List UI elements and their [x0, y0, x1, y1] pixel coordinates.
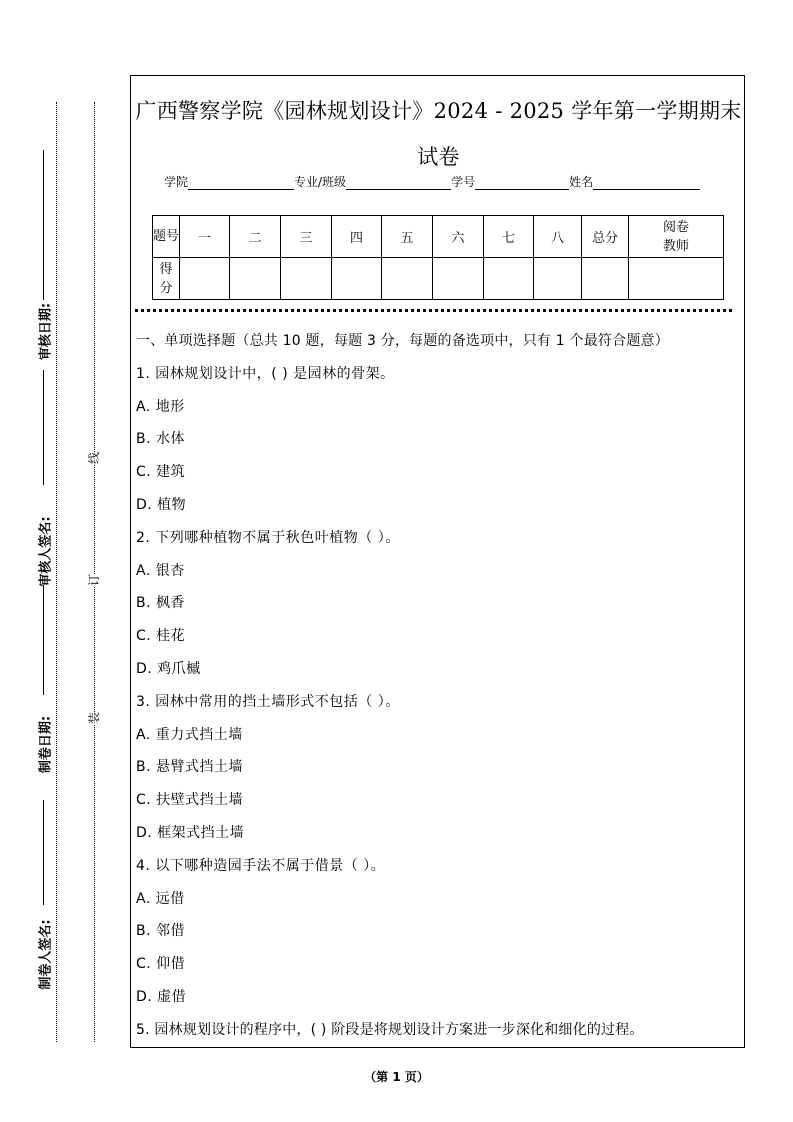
page-number: （第 1 页）	[364, 1070, 429, 1084]
score-cell[interactable]	[484, 258, 534, 300]
question-stem: 3. 园林中常用的挡土墙形式不包括（ ）。	[136, 693, 400, 710]
score-cell[interactable]	[629, 258, 724, 300]
question-stem: 5. 园林规划设计的程序中，( ) 阶段是将规划设计方案进一步深化和细化的过程。	[136, 1021, 644, 1038]
question-stem: 2. 下列哪种植物不属于秋色叶植物（ ）。	[136, 529, 400, 546]
question-option[interactable]: A. 远借	[136, 890, 185, 907]
question-option[interactable]: D. 鸡爪槭	[136, 660, 201, 677]
question-option[interactable]: C. 建筑	[136, 464, 186, 481]
cut-mark-bind: 订	[87, 573, 102, 587]
exam-title: 广西警察学院《园林规划设计》2024 - 2025 学年第一学期期末试卷	[135, 99, 742, 169]
score-cell[interactable]	[180, 258, 230, 300]
score-head-cell: 三	[281, 216, 332, 258]
cut-mark-line: 线	[87, 451, 102, 465]
question-option[interactable]: B. 水体	[136, 431, 186, 448]
margin-dotted-line-inner	[94, 102, 95, 1042]
score-cell[interactable]	[433, 258, 484, 300]
score-head-cell: 六	[433, 216, 484, 258]
field-college-blank[interactable]	[188, 177, 294, 190]
question-option[interactable]: C. 仰借	[136, 956, 186, 973]
score-head-cell: 二	[230, 216, 281, 258]
question-option[interactable]: A. 地形	[136, 398, 185, 415]
score-cell[interactable]	[230, 258, 281, 300]
reviewer-signature-label: 审核人签名:	[38, 516, 54, 587]
maker-signature-line	[43, 800, 44, 905]
make-date-label: 制卷日期:	[38, 715, 54, 774]
score-table-score-row	[153, 258, 724, 300]
score-cell[interactable]	[582, 258, 629, 300]
score-table-header-row	[153, 216, 724, 258]
question-stem: 4. 以下哪种造园手法不属于借景（ ）。	[136, 857, 386, 874]
field-major-blank[interactable]	[346, 177, 451, 190]
student-info-row	[164, 173, 700, 190]
margin-dotted-line-outer	[56, 102, 57, 1042]
score-cell[interactable]	[534, 258, 582, 300]
score-row-label	[153, 258, 180, 300]
score-head-cell: 四	[332, 216, 382, 258]
field-major-label: 专业/班级	[294, 175, 347, 189]
review-date-line	[43, 150, 44, 300]
field-id-blank[interactable]	[475, 177, 569, 190]
score-table	[152, 215, 724, 300]
score-head-cell: 一	[180, 216, 230, 258]
score-head-cell: 七	[484, 216, 534, 258]
question-option[interactable]: C. 桂花	[136, 628, 186, 645]
score-cell[interactable]	[332, 258, 382, 300]
score-row-label-text: 得分	[159, 261, 173, 296]
grader-head-text: 阅卷教师	[662, 219, 689, 254]
field-id-label: 学号	[451, 175, 476, 189]
exam-frame	[130, 75, 745, 1048]
maker-signature-label: 制卷人签名:	[38, 919, 54, 990]
question-option[interactable]: B. 悬臂式挡土墙	[136, 759, 244, 776]
question-option[interactable]: D. 植物	[136, 496, 187, 513]
question-option[interactable]: D. 虚借	[136, 988, 187, 1005]
score-head-cell: 总分	[582, 216, 629, 258]
field-college-label: 学院	[164, 175, 189, 189]
question-option[interactable]: A. 银杏	[136, 562, 185, 579]
section-heading: 一、单项选择题（总共 10 题，每题 3 分，每题的备选项中，只有 1 个最符合题意）	[136, 333, 669, 349]
score-head-cell: 五	[382, 216, 433, 258]
question-stem: 1. 园林规划设计中，( ) 是园林的骨架。	[136, 365, 395, 382]
score-head-cell	[629, 216, 724, 258]
field-name-label: 姓名	[569, 175, 594, 189]
make-date-line	[43, 585, 44, 695]
question-option[interactable]: D. 框架式挡土墙	[136, 824, 245, 841]
score-head-cell: 八	[534, 216, 582, 258]
cut-mark-mount: 装	[87, 711, 102, 725]
question-content	[136, 330, 741, 1052]
question-option[interactable]: B. 邻借	[136, 923, 186, 940]
score-cell[interactable]	[382, 258, 433, 300]
score-cell[interactable]	[281, 258, 332, 300]
section-separator	[135, 309, 732, 312]
question-option[interactable]: B. 枫香	[136, 595, 186, 612]
question-option[interactable]: C. 扶壁式挡土墙	[136, 792, 244, 809]
question-option[interactable]: A. 重力式挡土墙	[136, 726, 243, 743]
score-head-cell: 题号	[153, 216, 180, 258]
field-name-blank[interactable]	[593, 177, 700, 190]
reviewer-signature-line	[43, 370, 44, 485]
review-date-label: 审核日期:	[38, 302, 54, 361]
